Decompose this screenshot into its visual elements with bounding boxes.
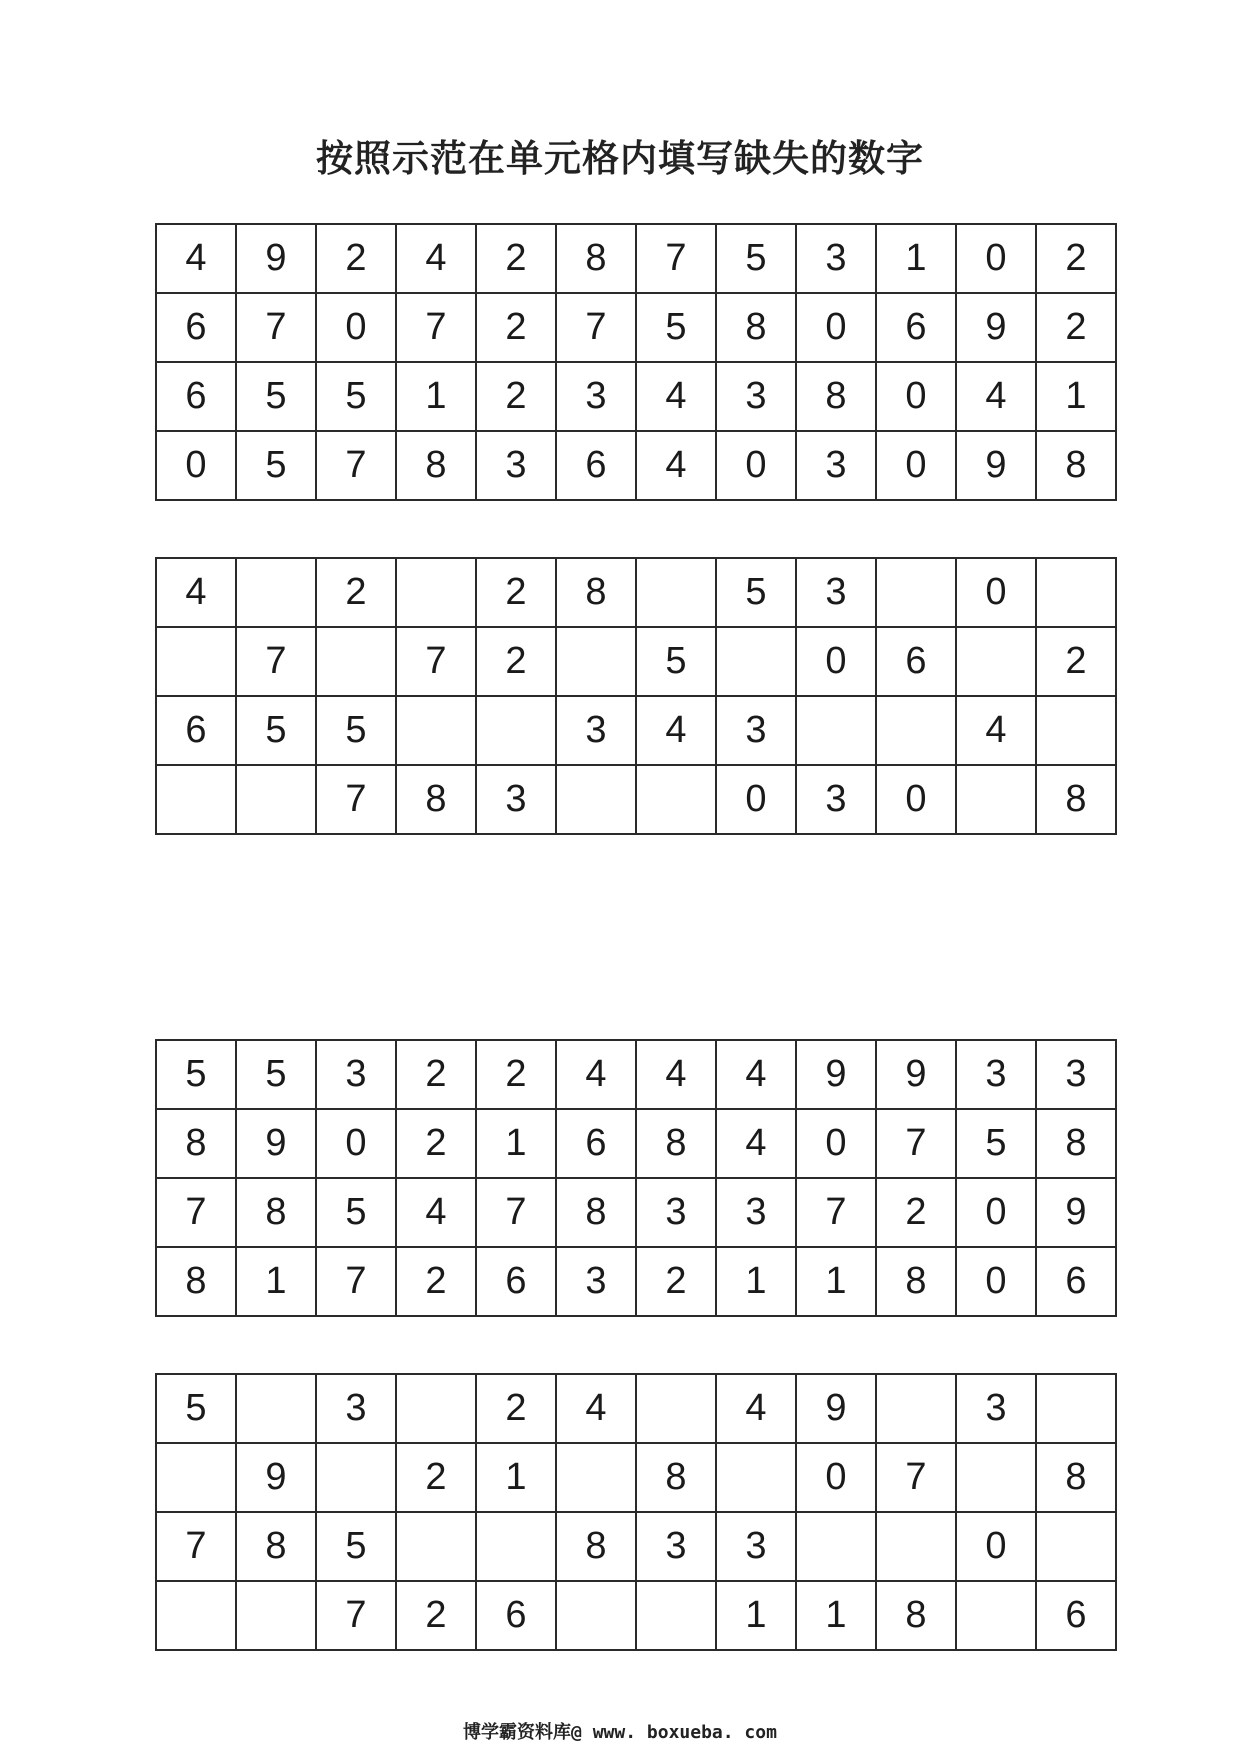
blank-cell[interactable] <box>876 696 956 765</box>
number-cell: 0 <box>956 1512 1036 1581</box>
blank-cell[interactable] <box>396 1374 476 1443</box>
number-cell: 8 <box>796 362 876 431</box>
number-cell: 4 <box>396 1178 476 1247</box>
number-cell: 4 <box>556 1040 636 1109</box>
blank-cell[interactable] <box>236 558 316 627</box>
number-cell: 3 <box>636 1512 716 1581</box>
number-cell: 3 <box>716 362 796 431</box>
number-cell: 0 <box>796 1443 876 1512</box>
number-cell: 4 <box>956 362 1036 431</box>
number-cell: 5 <box>316 696 396 765</box>
number-cell: 9 <box>236 224 316 293</box>
exercise-grid-2 <box>155 1373 1117 1651</box>
page-title: 按照示范在单元格内填写缺失的数字 <box>316 137 924 180</box>
number-cell: 8 <box>396 431 476 500</box>
grid-row <box>156 627 1116 696</box>
number-cell: 0 <box>956 1247 1036 1316</box>
grid-row <box>156 1512 1116 1581</box>
number-cell: 0 <box>796 627 876 696</box>
blank-cell[interactable] <box>476 696 556 765</box>
blank-cell[interactable] <box>636 1581 716 1650</box>
number-cell: 2 <box>476 1374 556 1443</box>
number-cell: 2 <box>876 1178 956 1247</box>
blank-cell[interactable] <box>956 765 1036 834</box>
number-cell: 0 <box>796 293 876 362</box>
grid-row <box>156 558 1116 627</box>
number-cell: 5 <box>316 362 396 431</box>
blank-cell[interactable] <box>236 765 316 834</box>
number-cell: 1 <box>796 1247 876 1316</box>
number-cell: 7 <box>476 1178 556 1247</box>
number-cell: 7 <box>796 1178 876 1247</box>
number-cell: 9 <box>956 293 1036 362</box>
blank-cell[interactable] <box>636 765 716 834</box>
number-cell: 7 <box>876 1109 956 1178</box>
number-cell: 1 <box>476 1443 556 1512</box>
number-cell: 3 <box>796 558 876 627</box>
number-cell: 7 <box>236 627 316 696</box>
number-cell: 7 <box>396 293 476 362</box>
number-cell: 9 <box>956 431 1036 500</box>
number-cell: 1 <box>876 224 956 293</box>
number-cell: 6 <box>876 627 956 696</box>
number-cell: 3 <box>1036 1040 1116 1109</box>
number-cell: 6 <box>876 293 956 362</box>
blank-cell[interactable] <box>1036 558 1116 627</box>
number-cell: 9 <box>1036 1178 1116 1247</box>
blank-cell[interactable] <box>876 1512 956 1581</box>
number-cell: 2 <box>1036 224 1116 293</box>
number-cell: 1 <box>716 1247 796 1316</box>
number-cell: 1 <box>396 362 476 431</box>
number-cell: 6 <box>1036 1581 1116 1650</box>
number-cell: 8 <box>556 1512 636 1581</box>
number-cell: 7 <box>636 224 716 293</box>
number-cell: 6 <box>556 1109 636 1178</box>
blank-cell[interactable] <box>716 1443 796 1512</box>
number-cell: 5 <box>236 1040 316 1109</box>
blank-cell[interactable] <box>156 765 236 834</box>
grid-row <box>156 765 1116 834</box>
number-cell: 5 <box>236 696 316 765</box>
blank-cell[interactable] <box>636 558 716 627</box>
number-cell: 8 <box>236 1512 316 1581</box>
blank-cell[interactable] <box>956 1443 1036 1512</box>
number-cell: 2 <box>476 1040 556 1109</box>
number-cell: 3 <box>796 431 876 500</box>
blank-cell[interactable] <box>556 1443 636 1512</box>
number-cell: 6 <box>156 362 236 431</box>
number-cell: 3 <box>316 1374 396 1443</box>
number-cell: 2 <box>476 362 556 431</box>
number-cell: 0 <box>316 293 396 362</box>
grid-row <box>156 1109 1116 1178</box>
number-cell: 8 <box>556 1178 636 1247</box>
number-cell: 3 <box>956 1374 1036 1443</box>
blank-cell[interactable] <box>716 627 796 696</box>
number-cell: 8 <box>716 293 796 362</box>
number-cell: 6 <box>556 431 636 500</box>
number-cell: 7 <box>876 1443 956 1512</box>
number-cell: 0 <box>876 431 956 500</box>
blank-cell[interactable] <box>876 558 956 627</box>
number-cell: 1 <box>796 1581 876 1650</box>
number-cell: 5 <box>316 1512 396 1581</box>
number-cell: 7 <box>316 431 396 500</box>
number-cell: 9 <box>876 1040 956 1109</box>
number-cell: 0 <box>876 765 956 834</box>
grid-row <box>156 1247 1116 1316</box>
number-cell: 5 <box>956 1109 1036 1178</box>
number-cell: 4 <box>956 696 1036 765</box>
number-cell: 3 <box>556 1247 636 1316</box>
blank-cell[interactable] <box>396 558 476 627</box>
number-cell: 5 <box>236 431 316 500</box>
number-cell: 0 <box>956 558 1036 627</box>
number-cell: 8 <box>1036 431 1116 500</box>
blank-cell[interactable] <box>876 1374 956 1443</box>
exercise-grid-1 <box>155 557 1117 835</box>
number-cell: 6 <box>476 1247 556 1316</box>
blank-cell[interactable] <box>556 627 636 696</box>
number-cell: 2 <box>396 1443 476 1512</box>
number-cell: 3 <box>636 1178 716 1247</box>
number-cell: 4 <box>636 431 716 500</box>
blank-cell[interactable] <box>236 1374 316 1443</box>
blank-cell[interactable] <box>236 1581 316 1650</box>
number-cell: 2 <box>636 1247 716 1316</box>
number-cell: 0 <box>876 362 956 431</box>
number-cell: 8 <box>876 1247 956 1316</box>
grid-row <box>156 1040 1116 1109</box>
number-cell: 0 <box>796 1109 876 1178</box>
number-cell: 9 <box>796 1374 876 1443</box>
number-cell: 6 <box>156 293 236 362</box>
number-cell: 5 <box>156 1040 236 1109</box>
number-cell: 1 <box>716 1581 796 1650</box>
blank-cell[interactable] <box>796 1512 876 1581</box>
number-cell: 3 <box>796 765 876 834</box>
number-cell: 3 <box>556 362 636 431</box>
number-cell: 4 <box>636 362 716 431</box>
number-cell: 5 <box>716 558 796 627</box>
blank-cell[interactable] <box>1036 1512 1116 1581</box>
blank-cell[interactable] <box>1036 1374 1116 1443</box>
number-cell: 2 <box>476 293 556 362</box>
blank-cell[interactable] <box>796 696 876 765</box>
number-cell: 2 <box>1036 293 1116 362</box>
blank-cell[interactable] <box>956 627 1036 696</box>
number-cell: 0 <box>716 431 796 500</box>
number-cell: 4 <box>636 696 716 765</box>
number-cell: 5 <box>636 293 716 362</box>
number-cell: 4 <box>716 1040 796 1109</box>
grid-row <box>156 1178 1116 1247</box>
number-cell: 3 <box>476 765 556 834</box>
grid-row <box>156 1443 1116 1512</box>
number-cell: 3 <box>796 224 876 293</box>
number-cell: 2 <box>396 1040 476 1109</box>
example-grid-1 <box>155 223 1117 501</box>
number-cell: 5 <box>236 362 316 431</box>
number-cell: 8 <box>1036 1443 1116 1512</box>
number-cell: 2 <box>316 224 396 293</box>
number-cell: 3 <box>716 1512 796 1581</box>
number-cell: 3 <box>956 1040 1036 1109</box>
blank-cell[interactable] <box>156 627 236 696</box>
footer-watermark: 博学霸资料库@ www. boxueba. com <box>463 1722 777 1743</box>
grid-row <box>156 224 1116 293</box>
blank-cell[interactable] <box>556 1581 636 1650</box>
number-cell: 0 <box>156 431 236 500</box>
number-cell: 1 <box>236 1247 316 1316</box>
number-cell: 2 <box>396 1247 476 1316</box>
number-cell: 6 <box>476 1581 556 1650</box>
grid-row <box>156 431 1116 500</box>
blank-cell[interactable] <box>156 1581 236 1650</box>
number-cell: 7 <box>316 1247 396 1316</box>
grid-row <box>156 293 1116 362</box>
number-cell: 4 <box>636 1040 716 1109</box>
number-cell: 4 <box>716 1374 796 1443</box>
number-cell: 0 <box>316 1109 396 1178</box>
number-cell: 5 <box>156 1374 236 1443</box>
number-cell: 7 <box>156 1512 236 1581</box>
grid-row <box>156 1374 1116 1443</box>
number-cell: 9 <box>236 1443 316 1512</box>
number-cell: 8 <box>156 1109 236 1178</box>
number-cell: 9 <box>796 1040 876 1109</box>
number-cell: 8 <box>876 1581 956 1650</box>
number-cell: 2 <box>396 1581 476 1650</box>
number-cell: 1 <box>476 1109 556 1178</box>
number-cell: 8 <box>636 1109 716 1178</box>
blank-cell[interactable] <box>396 696 476 765</box>
number-cell: 7 <box>156 1178 236 1247</box>
number-cell: 8 <box>636 1443 716 1512</box>
number-cell: 2 <box>476 224 556 293</box>
blank-cell[interactable] <box>316 627 396 696</box>
blank-cell[interactable] <box>156 1443 236 1512</box>
number-cell: 8 <box>556 224 636 293</box>
grid-row <box>156 1581 1116 1650</box>
number-cell: 9 <box>236 1109 316 1178</box>
number-cell: 2 <box>316 558 396 627</box>
number-cell: 3 <box>556 696 636 765</box>
number-cell: 6 <box>156 696 236 765</box>
number-cell: 7 <box>316 765 396 834</box>
number-cell: 5 <box>636 627 716 696</box>
number-cell: 2 <box>476 558 556 627</box>
blank-cell[interactable] <box>396 1512 476 1581</box>
grid-row <box>156 696 1116 765</box>
number-cell: 8 <box>396 765 476 834</box>
number-cell: 7 <box>236 293 316 362</box>
number-cell: 3 <box>716 696 796 765</box>
number-cell: 6 <box>1036 1247 1116 1316</box>
example-grid-2 <box>155 1039 1117 1317</box>
number-cell: 2 <box>1036 627 1116 696</box>
number-cell: 4 <box>396 224 476 293</box>
number-cell: 3 <box>476 431 556 500</box>
number-cell: 5 <box>316 1178 396 1247</box>
number-cell: 8 <box>1036 765 1116 834</box>
number-cell: 3 <box>316 1040 396 1109</box>
number-cell: 0 <box>956 1178 1036 1247</box>
number-cell: 7 <box>396 627 476 696</box>
number-cell: 4 <box>716 1109 796 1178</box>
number-cell: 0 <box>716 765 796 834</box>
number-cell: 2 <box>396 1109 476 1178</box>
grid-row <box>156 362 1116 431</box>
number-cell: 3 <box>716 1178 796 1247</box>
blank-cell[interactable] <box>316 1443 396 1512</box>
number-cell: 0 <box>956 224 1036 293</box>
number-cell: 8 <box>236 1178 316 1247</box>
number-cell: 7 <box>556 293 636 362</box>
number-cell: 4 <box>156 558 236 627</box>
number-cell: 8 <box>1036 1109 1116 1178</box>
blank-cell[interactable] <box>556 765 636 834</box>
blank-cell[interactable] <box>956 1581 1036 1650</box>
number-cell: 5 <box>716 224 796 293</box>
number-cell: 4 <box>156 224 236 293</box>
number-cell: 1 <box>1036 362 1116 431</box>
number-cell: 4 <box>556 1374 636 1443</box>
blank-cell[interactable] <box>636 1374 716 1443</box>
number-cell: 8 <box>156 1247 236 1316</box>
blank-cell[interactable] <box>1036 696 1116 765</box>
number-cell: 2 <box>476 627 556 696</box>
blank-cell[interactable] <box>476 1512 556 1581</box>
number-cell: 7 <box>316 1581 396 1650</box>
number-cell: 8 <box>556 558 636 627</box>
